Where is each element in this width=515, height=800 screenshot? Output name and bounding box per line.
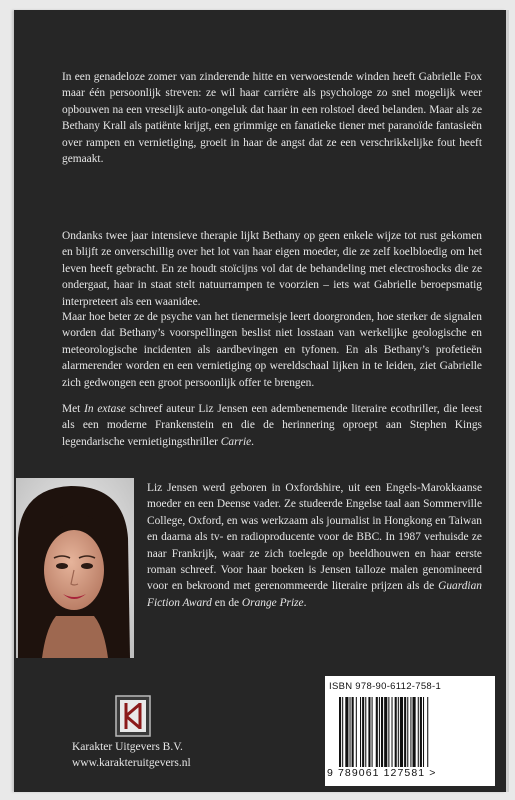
blurb-paragraph-4	[62, 401, 482, 450]
blurb-text-2: Ondanks twee jaar intensieve therapie lijkt Bethany op geen enkele wijze tot rust gekomen en blijft ze onverschillig over het lot van haar eigen moeder, die ze zelf koelbloedig om het leven heeft gebracht. En ze houdt stoïcijns vol dat de behandeling met electroshocks die ze ondergaat, haar in staat stelt natuurrampen te voorzien – iets wat Gabrielle beroepsmatig interpreteert als een waanidee.	[62, 230, 482, 308]
barcode-bars	[337, 697, 487, 767]
barcode-digits: 9 789061 127581 >	[327, 767, 437, 779]
bio-text-b: en de	[211, 596, 242, 609]
isbn-label: ISBN 978-90-6112-758-1	[329, 681, 442, 692]
blurb-paragraph-1	[62, 69, 482, 167]
award-orange: Orange Prize	[241, 596, 304, 609]
publisher-name: Karakter Uitgevers B.V.	[72, 741, 183, 753]
blurb-paragraph-3	[62, 309, 482, 391]
publisher-logo	[115, 695, 151, 737]
referenced-title: Carrie	[220, 435, 252, 448]
blurb-text-4a: Met	[62, 403, 85, 415]
author-photo	[16, 478, 134, 658]
blurb-text-1: In een genadeloze zomer van zinderende hitte en verwoestende winden heeft Gabrielle Fox maar één persoonlijk streven: ze wil haar carrière als psychologe zo snel mogelijk weer opbouwen na een vreselijk auto-ongeluk dat haar in een rolstoel deed belanden. Maar als ze Bethany Krall als patiënte krijgt, een grimmige en fanatieke tiener met paranoïde fantasieën over rampen en vernietiging, groeit in haar de angst dat ze een verschrikkelijke fout heeft gemaakt.	[62, 71, 482, 166]
blurb-paragraph-2	[62, 228, 482, 310]
book-title: In extase	[84, 403, 126, 415]
award-guardian: Guardian Fiction Award	[147, 580, 482, 609]
isbn-barcode	[325, 676, 495, 786]
bio-text-c: .	[303, 596, 307, 609]
author-bio	[147, 480, 482, 611]
publisher-website: www.karakteruitgevers.nl	[72, 757, 191, 769]
publisher-info	[72, 739, 222, 771]
bio-text-a: Liz Jensen werd geboren in Oxfordshire, uit een Engels-Marokkaanse moeder en een Deense vader. Ze studeerde Engelse taal aan Sommerville College, Oxford, en was werkzaam als journalist in Hongkong en Taiwan en daarna als tv- en radioproducente voor de BBC. In 1987 verhuisde ze naar Frankrijk, waar ze zich toelegde op beeldhouwen en haar eerste roman schreef. Voor haar boeken is Jensen talloze malen genomineerd voor en bekroond met gerenommeerde literaire prijzen als de	[147, 482, 482, 593]
blurb-text-3: Maar hoe beter ze de psyche van het tienermeisje leert doorgronden, hoe sterker de signalen worden dat Bethany’s voorspellingen beslist niet losstaan van werkelijke geologische en meteorologische incidenten als aardbevingen en tyfonen. En als Bethany’s profetieën alarmerender worden en een vernietiging op wereldschaal lijken in te leiden, ziet Gabrielle zich gedwongen een groot persoonlijk offer te brengen.	[62, 311, 482, 389]
blurb-text-4b: schreef auteur Liz Jensen een adembenemende literaire ecothriller, die leest als een moderne Frankenstein en die de herinnering oproept aan Stephen Kings legendarische vernietigingsthriller	[62, 403, 483, 448]
blurb-text-4c: .	[251, 435, 255, 448]
